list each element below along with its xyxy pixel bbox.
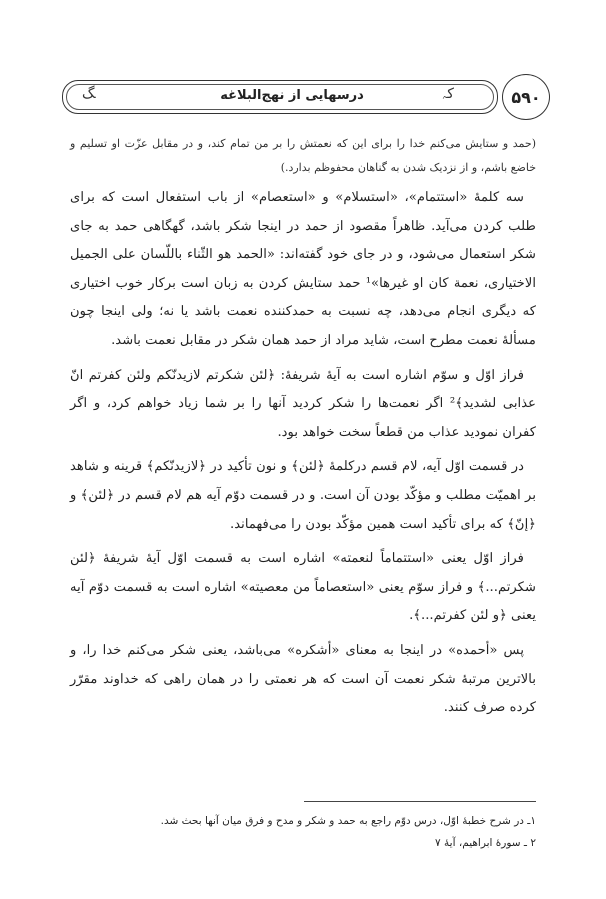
footnote: ۲ ـ سورهٔ ابراهیم، آیهٔ ۷ [435, 837, 536, 849]
translation-note: (حمد و ستایش می‌کنم خدا را برای این که نعمتش را بر من تمام کند، و در مقابل عزّت او تسلیم و خاضع باشم، و از نزدیک شدن به گناهان محفوظم بدارد.) [70, 137, 536, 174]
footnote: ۱ـ در شرح خطبهٔ اوّل، درس دوّم راجع به حمد و شکر و مدح و فرق میان آنها بحث شد. [160, 815, 536, 827]
paragraph: در قسمت اوّل آیه، لام قسم درکلمهٔ ﴿لئن﴾ و نون تأکید در ﴿لازیدنّکم﴾ قرینه و شاهد بر اهمیّت مطلب و مؤکّد بودن آن است. و در قسمت دوّم آیه هم لام قسم در ﴿لئن﴾ و ﴿إنّ﴾ که برای تأکید است همین مؤکّد بودن را می‌فهماند. [70, 459, 536, 532]
ornament-right-icon: ﻛﮧ [442, 86, 454, 102]
header-title: درسهایی از نهج‌البلاغه [220, 88, 364, 103]
body-text [70, 132, 536, 729]
paragraph: سه کلمهٔ «استتمام»، «استسلام» و «استعصام» از باب استفعال است که برای طلب کردن می‌آید. ظاهراً مقصود از حمد در اینجا شکر باشد، گهگاهی حمد به جای شکر استعمال می‌شود، و در جای خود گفته‌اند: «الحمد هو الثّناء باللّسان علی الجمیل الاختیاری، نعمة کان او غیرها»¹ حمد ستایش کردن به زبان است برکار خوب اختیاری که دیگری انجام می‌دهد، چه نسبت به حمدکننده نعمت باشد یا نه؛ ولی اینجا چون مسألهٔ نعمت مطرح است، شاید مراد از حمد همان شکر در مقابل نعمت باشد. [70, 190, 537, 348]
paragraph: پس «أحمده» در اینجا به معنای «أشکره» می‌باشد، یعنی شکر می‌کنم خدا را، و بالاترین مرتبهٔ شکر نعمت آن است که هر نعمتی را در همان راهی که خداوند مقرّر کرده صرف کنند. [70, 642, 536, 716]
footnotes [70, 810, 536, 854]
page-header [62, 74, 550, 122]
footnote-divider [304, 801, 536, 802]
paragraph: فراز اوّل و سوّم اشاره است به آیهٔ شریفهٔ: ﴿لئن شکرتم لازیدنّکم ولئن کفرتم انّ عذابی لشدید﴾² اگر نعمت‌ها را شکر کردید آنها را بر شما زیاد خواهم کرد، و اگر کفران نمودید عذاب من قطعاً سخت خواهد بود. [70, 367, 536, 440]
page-number: ۵۹۰ [502, 74, 550, 120]
paragraph: فراز اوّل یعنی «استتماماً لنعمته» اشاره است به قسمت اوّل آیهٔ شریفهٔ ﴿لئن شکرتم...﴾ و فراز سوّم یعنی «استعصاماً من معصیته» اشاره است به قسمت دوّم آیه یعنی ﴿و لئن کفرتم...﴾. [70, 551, 536, 624]
ornament-left-icon: ﮓ [82, 86, 95, 102]
